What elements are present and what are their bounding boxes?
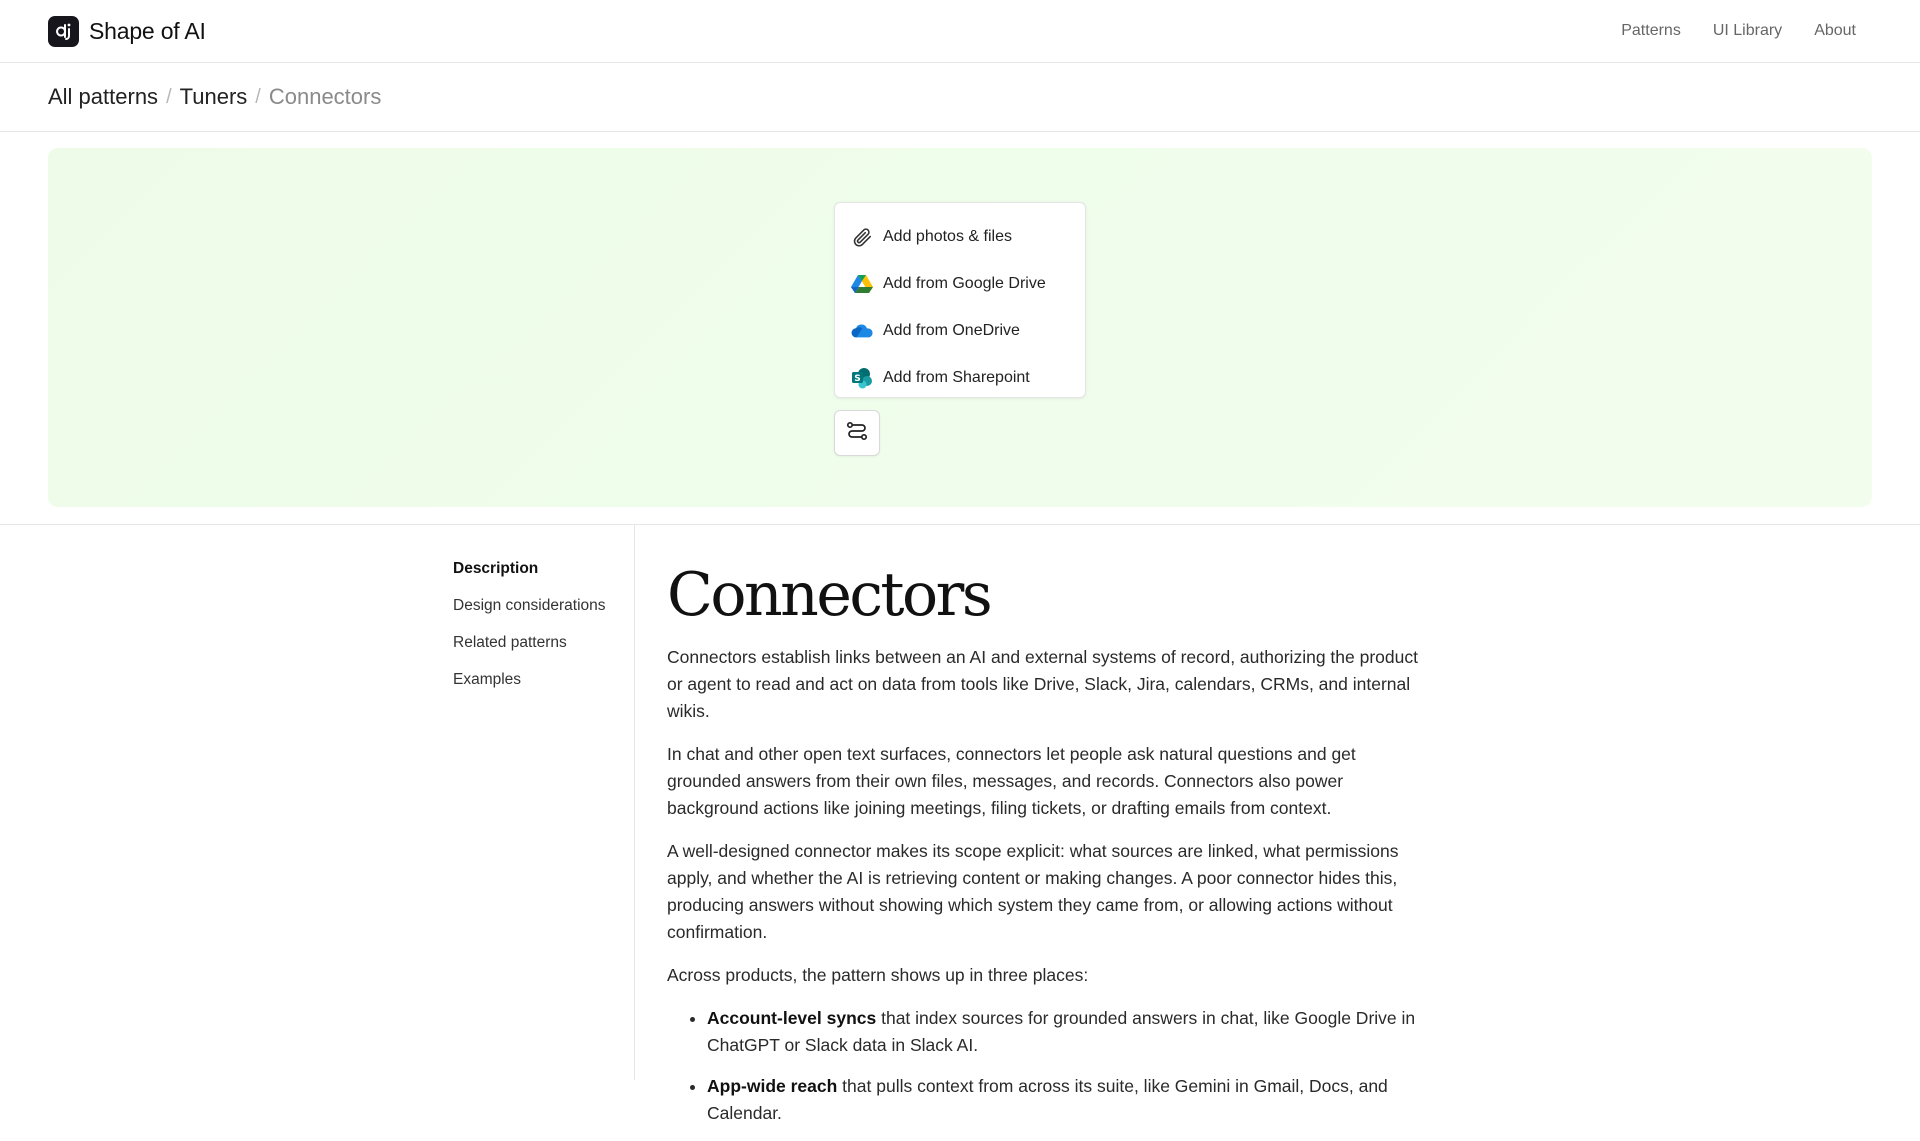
breadcrumb-all-patterns[interactable]: All patterns <box>48 84 159 109</box>
menu-item-label: Add from OneDrive <box>883 321 1020 339</box>
brand[interactable] <box>48 16 206 47</box>
breadcrumb <box>0 63 1920 132</box>
menu-item-add-sharepoint[interactable] <box>835 354 1085 401</box>
content-divider <box>634 525 635 1080</box>
nav-about[interactable]: About <box>1814 22 1856 39</box>
connector-button[interactable] <box>834 410 880 456</box>
menu-item-label: Add from Google Drive <box>883 274 1046 292</box>
toc-item-related-patterns[interactable]: Related patterns <box>453 634 567 651</box>
paperclip-icon <box>851 226 873 248</box>
logo-icon <box>48 16 79 47</box>
menu-item-add-onedrive[interactable] <box>835 307 1085 354</box>
brand-name: Shape of AI <box>89 17 206 44</box>
bullet-list <box>667 1005 1427 1127</box>
menu-item-label: Add from Sharepoint <box>883 368 1030 386</box>
menu-item-label: Add photos & files <box>883 227 1012 245</box>
bullet-text: that pulls context from across its suite, like Gemini in Gmail, Docs, and Calendar. <box>707 1076 1388 1123</box>
toc-item-description[interactable]: Description <box>453 560 539 577</box>
google-drive-icon <box>851 273 873 295</box>
paragraph: Connectors establish links between an AI and external systems of record, authorizing the product or agent to read and act on data from tools like Drive, Slack, Jira, calendars, CRMs, and internal wikis. <box>667 647 1418 721</box>
bullet-bold: Account-level syncs <box>707 1008 877 1028</box>
menu-item-add-photos-files[interactable] <box>835 213 1085 260</box>
top-bar <box>0 0 1920 63</box>
attach-menu <box>834 202 1086 398</box>
paragraph: Across products, the pattern shows up in three places: <box>667 965 1089 985</box>
list-item <box>707 1005 1427 1059</box>
bullet-bold: App-wide reach <box>707 1076 838 1096</box>
main-nav <box>1621 22 1856 40</box>
table-of-contents <box>453 560 633 708</box>
toc-item-design-considerations[interactable]: Design considerations <box>453 597 606 614</box>
breadcrumb-tuners[interactable]: Tuners <box>179 84 248 109</box>
breadcrumb-current: Connectors <box>268 84 382 109</box>
sharepoint-icon <box>851 367 873 389</box>
list-item <box>707 1073 1427 1127</box>
nav-patterns[interactable]: Patterns <box>1621 22 1681 39</box>
connector-icon <box>845 419 869 448</box>
paragraph: A well-designed connector makes its scope explicit: what sources are linked, what permissions apply, and whether the AI is retrieving content or making changes. A poor connector hides this, producing answers without showing which system they came from, or allowing actions without confirmation. <box>667 841 1399 942</box>
breadcrumb-separator: / <box>166 85 172 108</box>
section-divider <box>0 524 1920 525</box>
toc-item-examples[interactable]: Examples <box>453 671 522 688</box>
menu-item-add-google-drive[interactable] <box>835 260 1085 307</box>
svg-text:S: S <box>854 373 861 384</box>
article <box>667 560 1427 1141</box>
page-title: Connectors <box>667 560 991 630</box>
paragraph: In chat and other open text surfaces, connectors let people ask natural questions and get grounded answers from their own files, messages, and records. Connectors also power background actions like joining meetings, filing tickets, or drafting emails from context. <box>667 744 1356 818</box>
nav-ui-library[interactable]: UI Library <box>1712 22 1783 39</box>
bullet-text: that index sources for grounded answers in chat, like Google Drive in ChatGPT or Slack data in Slack AI. <box>707 1008 1416 1055</box>
onedrive-icon <box>851 320 873 342</box>
breadcrumb-separator: / <box>255 85 261 108</box>
